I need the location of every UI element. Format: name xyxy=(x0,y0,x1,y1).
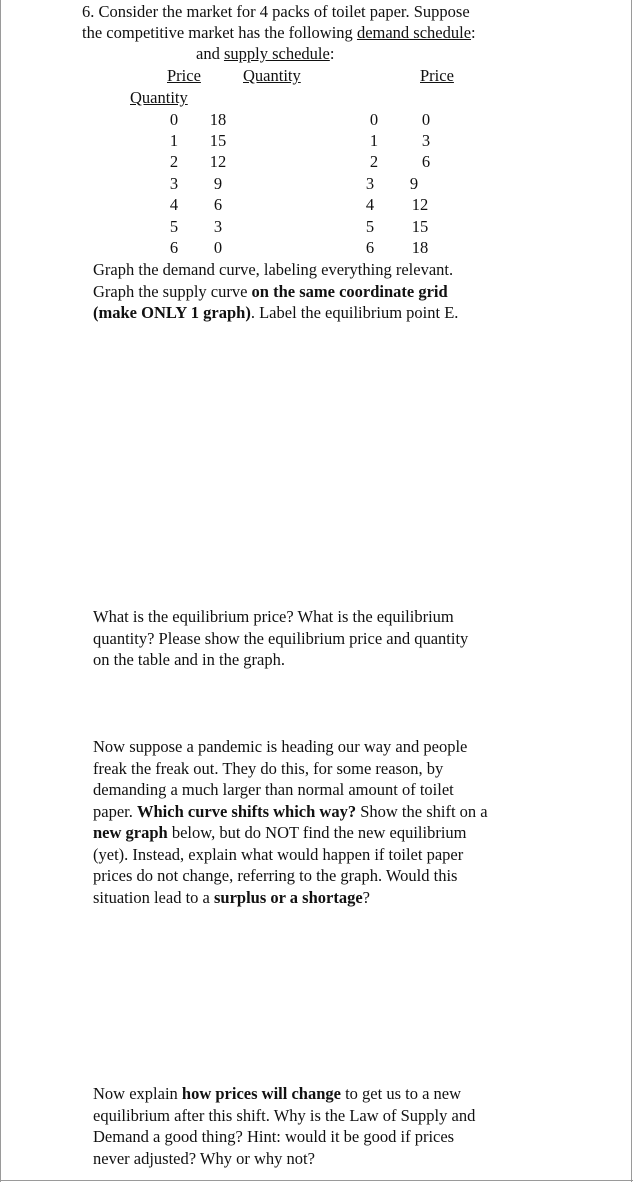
supply-quantity-cell: 12 xyxy=(411,195,429,214)
demand-quantity-cell: 12 xyxy=(209,152,227,171)
demand-quantity-cell: 3 xyxy=(213,217,223,236)
supply-quantity-cell: 9 xyxy=(409,174,419,193)
demand-schedule-label: demand schedule xyxy=(356,23,472,42)
question-line: What is the equilibrium price? What is the equilibrium xyxy=(93,607,454,626)
graph-instruction-line xyxy=(93,302,563,324)
demand-price-cell: 0 xyxy=(169,110,179,129)
question-line: quantity? Please show the equilibrium price and quantity xyxy=(93,628,469,648)
question-text: Now explain xyxy=(93,1084,182,1103)
question-text: situation lead to a xyxy=(93,887,214,907)
supply-price-cell: 6 xyxy=(365,238,375,257)
question-text: to get us to a new xyxy=(340,1084,462,1103)
instruction-emphasis: on the same coordinate grid xyxy=(251,281,448,301)
demand-price-cell: 6 xyxy=(169,238,179,257)
intro-text: the competitive market has the following xyxy=(82,23,357,42)
question-text: ? xyxy=(362,887,370,907)
demand-price-cell: 3 xyxy=(169,174,179,193)
demand-quantity-cell: 15 xyxy=(209,131,227,150)
question-intro-line1 xyxy=(82,1,470,23)
instruction-emphasis: (make ONLY 1 graph) xyxy=(93,303,251,322)
demand-quantity-cell: 0 xyxy=(213,238,223,257)
question-line: equilibrium after this shift. Why is the Law of Supply and xyxy=(93,1105,476,1125)
question-line: Now suppose a pandemic is heading our way and people xyxy=(93,737,468,756)
demand-quantity-cell: 9 xyxy=(213,174,223,193)
supply-price-cell: 1 xyxy=(369,131,379,150)
demand-price-cell: 1 xyxy=(169,131,179,150)
demand-price-cell: 4 xyxy=(169,195,179,214)
graph-instructions xyxy=(93,259,563,324)
question-intro-line3 xyxy=(196,43,334,65)
question-emphasis: how prices will change xyxy=(181,1084,341,1103)
supply-quantity-cell: 0 xyxy=(421,110,431,129)
instruction-text: . Label the equilibrium point E. xyxy=(250,303,459,322)
supply-price-cell: 2 xyxy=(369,152,379,171)
supply-price-cell: 5 xyxy=(365,217,375,236)
demand-price-cell: 5 xyxy=(169,217,179,236)
supply-price-cell: 3 xyxy=(365,174,375,193)
intro-text: and xyxy=(196,44,224,63)
demand-price-header: Price xyxy=(167,66,201,85)
demand-quantity-header: Quantity xyxy=(243,66,301,85)
question-line: Demand a good thing? Hint: would it be good if prices xyxy=(93,1127,455,1146)
question-emphasis: surplus or a shortage xyxy=(213,887,363,907)
page-left-border xyxy=(0,0,1,1182)
intro-punct: : xyxy=(471,23,476,42)
graph-instruction-line xyxy=(93,281,563,303)
question-text: paper. xyxy=(93,801,137,821)
supply-price-header: Price xyxy=(420,66,454,85)
question-intro-text: Consider the market for 4 packs of toilet paper. Suppose xyxy=(98,2,470,21)
pandemic-question xyxy=(93,736,563,908)
question-number: 6. xyxy=(82,2,95,21)
intro-punct: : xyxy=(329,44,335,63)
supply-price-cell: 0 xyxy=(369,110,379,129)
equilibrium-question xyxy=(93,606,563,671)
price-change-question xyxy=(93,1083,563,1169)
supply-quantity-cell: 15 xyxy=(411,217,429,236)
question-text: Show the shift on a xyxy=(356,801,488,821)
question-emphasis: Which curve shifts which way? xyxy=(136,801,357,821)
question-intro-line2 xyxy=(82,22,476,44)
question-line: on the table and in the graph. xyxy=(93,650,285,669)
question-line: never adjusted? Why or why not? xyxy=(93,1148,315,1168)
question-line xyxy=(93,801,563,823)
question-line: freak the freak out. They do this, for some reason, by xyxy=(93,758,444,778)
question-line: demanding a much larger than normal amount of toilet xyxy=(93,780,454,799)
supply-quantity-header: Quantity xyxy=(130,88,188,107)
demand-quantity-cell: 6 xyxy=(213,195,223,214)
question-line xyxy=(93,887,563,909)
question-line: (yet). Instead, explain what would happen if toilet paper xyxy=(93,844,464,864)
page-right-border xyxy=(631,0,632,1182)
demand-quantity-cell: 18 xyxy=(209,110,227,129)
supply-price-cell: 4 xyxy=(365,195,375,214)
supply-quantity-cell: 6 xyxy=(421,152,431,171)
question-text: below, but do NOT find the new equilibrium xyxy=(167,823,467,842)
graph-instruction-line: Graph the demand curve, labeling everything relevant. xyxy=(93,260,454,279)
instruction-text: Graph the supply curve xyxy=(93,281,252,301)
supply-quantity-cell: 3 xyxy=(421,131,431,150)
question-emphasis: new graph xyxy=(93,823,168,842)
supply-quantity-cell: 18 xyxy=(411,238,429,257)
demand-price-cell: 2 xyxy=(169,152,179,171)
question-line xyxy=(93,1083,563,1105)
page-bottom-border xyxy=(0,1180,633,1181)
supply-schedule-label: supply schedule xyxy=(223,44,330,63)
question-line: prices do not change, referring to the graph. Would this xyxy=(93,866,458,885)
question-line xyxy=(93,822,563,844)
